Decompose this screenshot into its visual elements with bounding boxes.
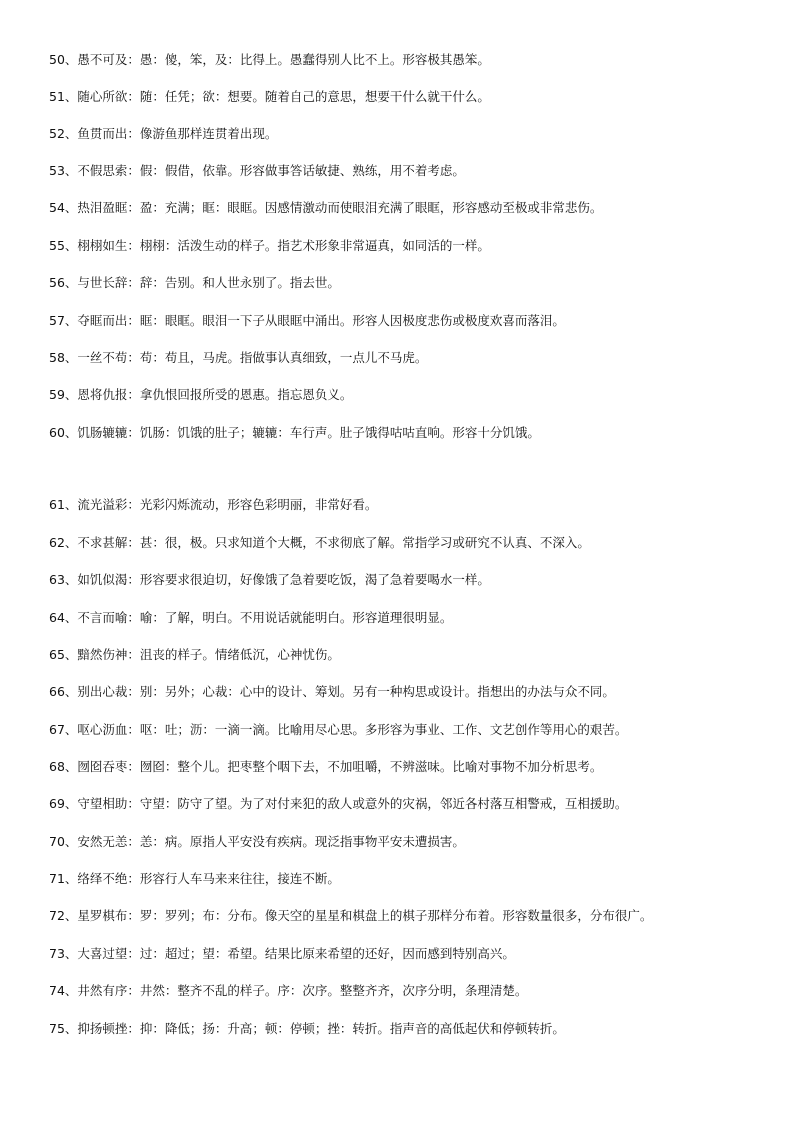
idiom-entry-74 [49, 983, 769, 999]
entry-number: 62、 [49, 535, 78, 550]
idiom-definition: 守望：防守了望。为了对付来犯的敌人或意外的灾祸，邻近各村落互相警戒，互相援助。 [139, 796, 628, 811]
idiom-definition: 甚：很，极。只求知道个大概，不求彻底了解。常指学习或研究不认真、不深入。 [139, 535, 590, 550]
idiom-entry-68 [49, 759, 769, 775]
idiom-entry-55 [49, 238, 769, 254]
entry-number: 66、 [49, 684, 78, 699]
idiom-entry-66 [49, 684, 769, 700]
entry-number: 69、 [49, 796, 78, 811]
entry-number: 60、 [49, 425, 78, 440]
idiom-term: 与世长辞： [77, 275, 140, 290]
idiom-term: 愚不可及： [77, 52, 140, 67]
idiom-entry-63 [49, 572, 769, 588]
idiom-definition: 假：假借，依靠。形容做事答话敏捷、熟练，用不着考虑。 [139, 163, 465, 178]
idiom-definition: 盈：充满；眶：眼眶。因感情激动而使眼泪充满了眼眶，形容感动至极或非常悲伤。 [139, 200, 603, 215]
idiom-definition: 井然：整齐不乱的样子。序：次序。整整齐齐，次序分明，条理清楚。 [139, 983, 528, 998]
idiom-entry-73 [49, 946, 769, 962]
idiom-term: 如饥似渴： [77, 572, 140, 587]
idiom-term: 鱼贯而出： [77, 126, 140, 141]
idiom-term: 别出心裁： [77, 684, 140, 699]
idiom-definition: 光彩闪烁流动，形容色彩明丽，非常好看。 [139, 497, 378, 512]
idiom-term: 不求甚解： [77, 535, 140, 550]
idiom-entry-62 [49, 535, 769, 551]
idiom-term: 恩将仇报： [77, 387, 140, 402]
entry-number: 67、 [49, 722, 78, 737]
entry-number: 57、 [49, 313, 78, 328]
idiom-entry-71 [49, 871, 769, 887]
entry-number: 61、 [49, 497, 78, 512]
idiom-term: 随心所欲： [77, 89, 140, 104]
entry-number: 58、 [49, 350, 78, 365]
entry-number: 59、 [49, 387, 78, 402]
idiom-entry-70 [49, 834, 769, 850]
idiom-term: 囫囵吞枣： [77, 759, 140, 774]
idiom-definition: 随：任凭；欲：想要。随着自己的意思，想要干什么就干什么。 [139, 89, 490, 104]
idiom-entry-69 [49, 796, 769, 812]
idiom-entry-59 [49, 387, 769, 403]
idiom-term: 不假思索： [77, 163, 140, 178]
idiom-definition: 眶：眼眶。眼泪一下子从眼眶中涌出。形容人因极度悲伤或极度欢喜而落泪。 [139, 313, 565, 328]
entry-number: 72、 [49, 908, 78, 923]
idiom-entry-60 [49, 425, 769, 441]
idiom-definition: 愚：傻，笨，及：比得上。愚蠢得别人比不上。形容极其愚笨。 [139, 52, 490, 67]
idiom-entry-61 [49, 497, 769, 513]
idiom-term: 安然无恙： [77, 834, 140, 849]
idiom-term: 黯然伤神： [77, 647, 140, 662]
idiom-entry-56 [49, 275, 769, 291]
entry-number: 68、 [49, 759, 78, 774]
idiom-entry-52 [49, 126, 769, 142]
idiom-definition: 囫囵：整个儿。把枣整个咽下去，不加咀嚼，不辨滋味。比喻对事物不加分析思考。 [139, 759, 603, 774]
idiom-entry-75 [49, 1021, 769, 1037]
idiom-entry-67 [49, 722, 769, 738]
entry-number: 71、 [49, 871, 78, 886]
idiom-term: 大喜过望： [77, 946, 140, 961]
idiom-term: 夺眶而出： [77, 313, 140, 328]
idiom-entry-51 [49, 89, 769, 105]
idiom-entry-50 [49, 52, 769, 68]
idiom-term: 星罗棋布： [77, 908, 140, 923]
entry-number: 56、 [49, 275, 78, 290]
idiom-definition: 抑：降低；扬：升高；顿：停顿；挫：转折。指声音的高低起伏和停顿转折。 [139, 1021, 565, 1036]
idiom-definition: 饥肠：饥饿的肚子；辘辘：车行声。肚子饿得咕咕直响。形容十分饥饿。 [139, 425, 540, 440]
entry-number: 51、 [49, 89, 78, 104]
idiom-entry-58 [49, 350, 769, 366]
idiom-definition: 喻：了解，明白。不用说话就能明白。形容道理很明显。 [139, 610, 453, 625]
idiom-entry-54 [49, 200, 769, 216]
idiom-term: 流光溢彩： [77, 497, 140, 512]
entry-number: 73、 [49, 946, 78, 961]
idiom-entry-72 [49, 908, 769, 924]
idiom-definition: 呕：吐；沥：一滴一滴。比喻用尽心思。多形容为事业、工作、文艺创作等用心的艰苦。 [139, 722, 628, 737]
idiom-term: 守望相助： [77, 796, 140, 811]
idiom-term: 栩栩如生： [77, 238, 140, 253]
entry-number: 65、 [49, 647, 78, 662]
entry-number: 50、 [49, 52, 78, 67]
entry-number: 55、 [49, 238, 78, 253]
idiom-definition: 拿仇恨回报所受的恩惠。指忘恩负义。 [139, 387, 353, 402]
idiom-definition: 沮丧的样子。情绪低沉，心神忧伤。 [139, 647, 340, 662]
idiom-term: 饥肠辘辘： [77, 425, 140, 440]
idiom-entry-64 [49, 610, 769, 626]
idiom-term: 不言而喻： [77, 610, 140, 625]
idiom-term: 井然有序： [77, 983, 140, 998]
idiom-term: 抑扬顿挫： [77, 1021, 140, 1036]
entry-number: 63、 [49, 572, 78, 587]
idiom-definition: 形容行人车马来来往往，接连不断。 [139, 871, 340, 886]
entry-number: 53、 [49, 163, 78, 178]
idiom-entry-53 [49, 163, 769, 179]
idiom-definition: 像游鱼那样连贯着出现。 [139, 126, 278, 141]
entry-number: 70、 [49, 834, 78, 849]
idiom-definition: 恙：病。原指人平安没有疾病。现泛指事物平安未遭损害。 [139, 834, 465, 849]
idiom-definition: 形容要求很迫切，好像饿了急着要吃饭，渴了急着要喝水一样。 [139, 572, 490, 587]
entry-number: 52、 [49, 126, 78, 141]
entry-number: 64、 [49, 610, 78, 625]
idiom-term: 一丝不苟： [77, 350, 140, 365]
idiom-term: 热泪盈眶： [77, 200, 140, 215]
idiom-entry-65 [49, 647, 769, 663]
entry-number: 74、 [49, 983, 78, 998]
idiom-term: 络绎不绝： [77, 871, 140, 886]
idiom-definition: 过：超过；望：希望。结果比原来希望的还好，因而感到特别高兴。 [139, 946, 515, 961]
idiom-entry-57 [49, 313, 769, 329]
entry-number: 54、 [49, 200, 78, 215]
idiom-definition: 辞：告别。和人世永别了。指去世。 [139, 275, 340, 290]
idiom-definition: 栩栩：活泼生动的样子。指艺术形象非常逼真，如同活的一样。 [139, 238, 490, 253]
idiom-definition: 苟：苟且，马虎。指做事认真细致，一点儿不马虎。 [139, 350, 428, 365]
idiom-term: 呕心沥血： [77, 722, 140, 737]
idiom-definition: 别：另外；心裁：心中的设计、筹划。另有一种构思或设计。指想出的办法与众不同。 [139, 684, 615, 699]
idiom-definition: 罗：罗列；布：分布。像天空的星星和棋盘上的棋子那样分布着。形容数量很多，分布很广。 [139, 908, 653, 923]
entry-number: 75、 [49, 1021, 78, 1036]
